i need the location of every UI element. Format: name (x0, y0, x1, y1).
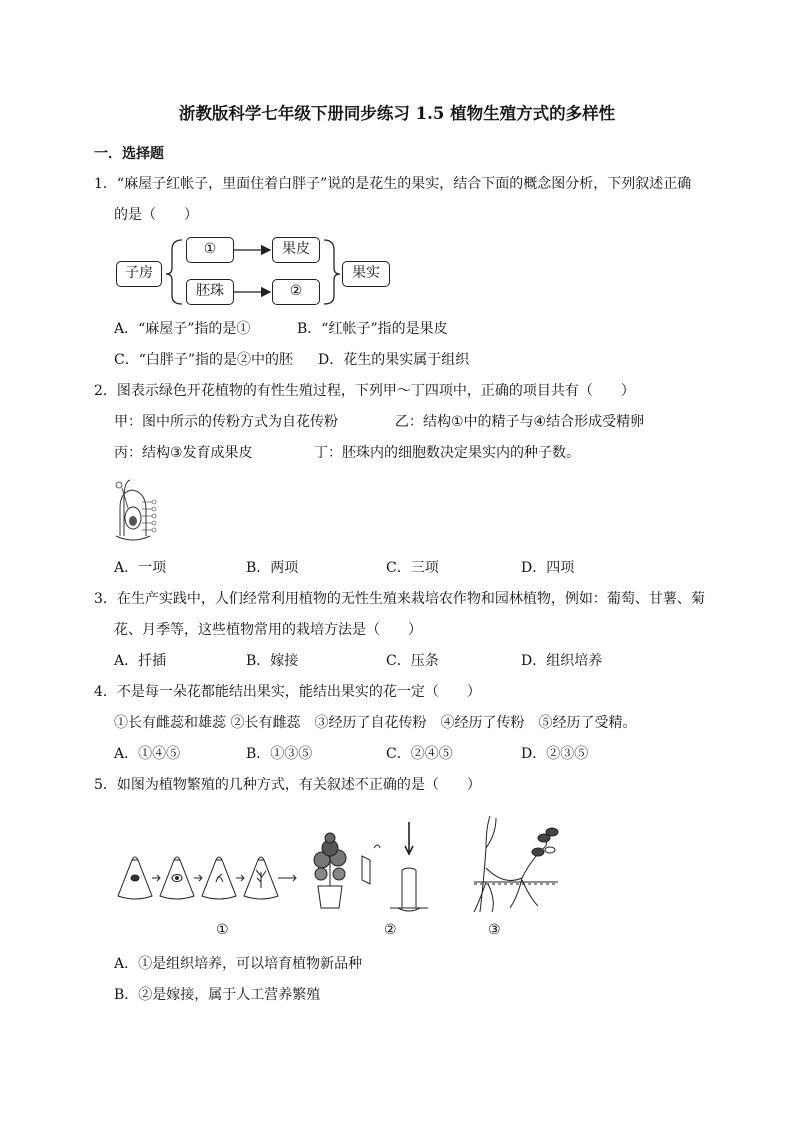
section-heading: 一．选择题 (94, 146, 164, 162)
q3-stem-line2: 花、月季等，这些植物常用的栽培方法是（ ） (114, 622, 422, 638)
q1-stem-line2: 的是（ ） (114, 207, 198, 223)
propagation-methods-figure (118, 808, 598, 938)
q4-option-d: D．②③⑤ (521, 746, 589, 762)
q5-option-a: A．①是组织培养，可以培育植物新品种 (114, 956, 363, 972)
q3-option-d: D．组织培养 (521, 653, 603, 669)
layering-drawing (474, 816, 558, 912)
node2-box: ② (272, 279, 320, 305)
q1-option-d: D．花生的果实属于组织 (318, 352, 470, 368)
q2-statement-jia: 甲：图中所示的传粉方式为自花传粉 (114, 414, 338, 430)
q5-option-b: B．②是嫁接，属于人工营养繁殖 (114, 987, 321, 1003)
page-title: 浙教版科学七年级下册同步练习 1.5 植物生殖方式的多样性 (178, 104, 616, 123)
fruit-box: 果实 (342, 261, 390, 287)
q4-option-c: C．②④⑤ (386, 746, 453, 762)
q1-stem-line1: 1．“麻屋子红帐子，里面住着白胖子”说的是花生的果实，结合下面的概念图分析，下列叙述正确 (94, 176, 692, 192)
q2-statement-yi: 乙：结构①中的精子与④结合形成受精卵 (395, 414, 645, 430)
q3-option-c: C．压条 (386, 653, 439, 669)
ovule-box: 胚珠 (186, 279, 234, 305)
ovary-box: 子房 (116, 261, 162, 287)
q3-option-a: A．扦插 (114, 653, 167, 669)
q4-stem: 4．不是每一朵花都能结出果实，能结出果实的花一定（ ） (94, 684, 481, 700)
q3-option-b: B．嫁接 (246, 653, 299, 669)
q1-option-b: B．“红帐子”指的是果皮 (297, 321, 448, 337)
q5-stem: 5．如图为植物繁殖的几种方式，有关叙述不正确的是（ ） (94, 777, 481, 793)
pericarp-box: 果皮 (272, 237, 320, 263)
q5-label-3: ③ (488, 922, 501, 938)
q2-statement-bing: 丙：结构③发育成果皮 (114, 445, 253, 461)
q2-option-b: B．两项 (246, 560, 299, 576)
q5-label-2: ② (384, 922, 397, 938)
q3-stem-line1: 3．在生产实践中，人们经常利用植物的无性生殖来栽培农作物和园林植物，例如：葡萄、甘薯、菊 (94, 591, 705, 607)
q4-option-a: A．①④⑤ (114, 746, 181, 762)
tissue-culture-drawing (118, 833, 346, 908)
q5-label-1: ① (216, 922, 229, 938)
grafting-drawing (362, 822, 428, 911)
q2-statement-ding: 丁：胚珠内的细胞数决定果实内的种子数。 (314, 445, 580, 461)
node1-box: ① (186, 237, 234, 263)
q1-option-c: C．“白胖子”指的是②中的胚 (114, 352, 294, 368)
right-brace (324, 240, 340, 304)
q4-items: ①长有雌蕊和雄蕊 ②长有雌蕊 ③经历了自花传粉 ④经历了传粉 ⑤经历了受精。 (114, 715, 637, 731)
q2-option-d: D．四项 (521, 560, 575, 576)
left-brace (166, 240, 182, 304)
q1-option-a: A．“麻屋子”指的是① (114, 321, 251, 337)
q2-option-c: C．三项 (386, 560, 439, 576)
diagram-connectors (0, 0, 794, 320)
q2-option-a: A．一项 (114, 560, 167, 576)
q2-stem: 2．图表示绿色开花植物的有性生殖过程，下列甲～丁四项中，正确的项目共有（ ） (94, 383, 635, 399)
flower-structure-figure (112, 478, 158, 538)
q4-option-b: B．①③⑤ (246, 746, 313, 762)
